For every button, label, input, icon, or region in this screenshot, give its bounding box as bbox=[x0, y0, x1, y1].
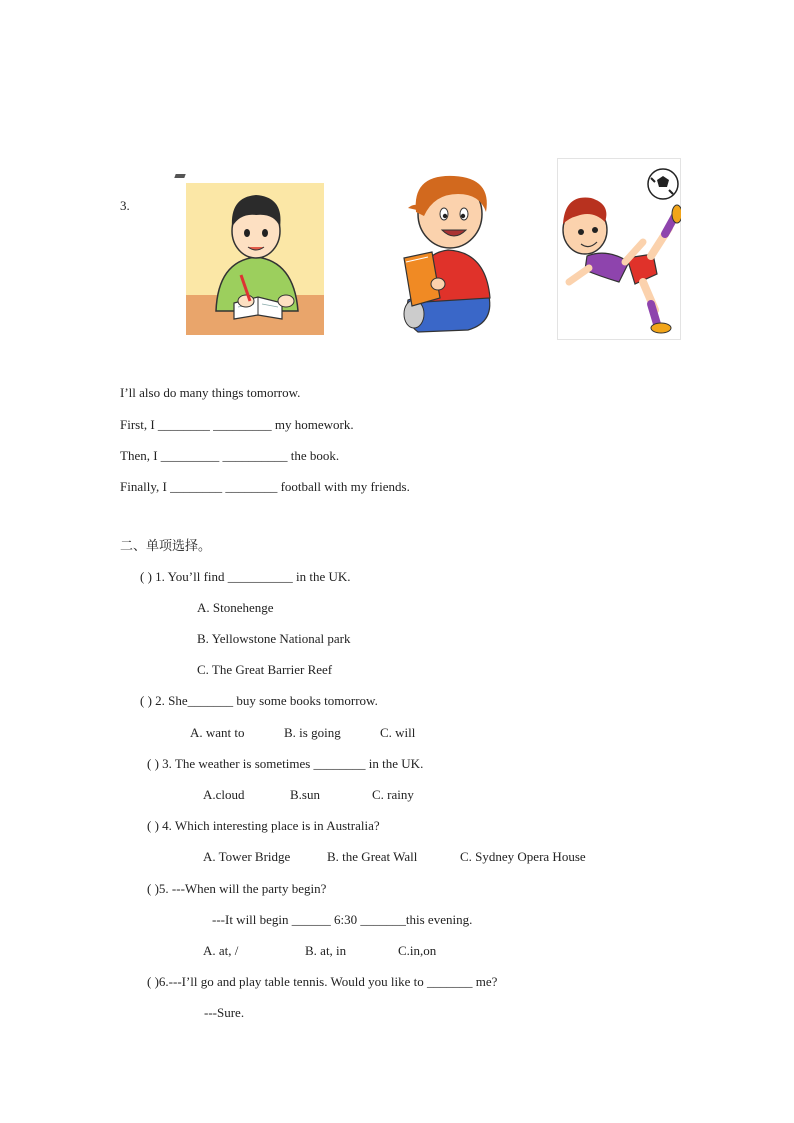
boy-playing-football-image bbox=[557, 158, 681, 340]
question-4-option-c: C. Sydney Opera House bbox=[460, 849, 586, 864]
question-6-stem: ( )6.---I’ll go and play table tennis. Would you like to _______ me? bbox=[147, 974, 498, 989]
boy-writing-homework-image bbox=[186, 183, 326, 335]
question-2-option-a: A. want to bbox=[190, 725, 245, 740]
question-3-option-b: B.sun bbox=[290, 787, 320, 802]
question-number: 3. bbox=[120, 198, 130, 213]
boy-reading-book-image bbox=[398, 172, 498, 336]
question-4-option-a: A. Tower Bridge bbox=[203, 849, 291, 864]
question-2-option-b: B. is going bbox=[284, 725, 341, 740]
fill-blank-line-first: First, I ________ _________ my homework. bbox=[120, 417, 354, 432]
question-1-option-a: A. Stonehenge bbox=[197, 600, 274, 615]
question-5-option-b: B. at, in bbox=[305, 943, 347, 958]
question-4-stem: ( ) 4. Which interesting place is in Australia? bbox=[147, 818, 380, 833]
question-2-option-c: C. will bbox=[380, 725, 416, 740]
question-4-option-b: B. the Great Wall bbox=[327, 849, 418, 864]
fill-blank-line-then: Then, I _________ __________ the book. bbox=[120, 448, 340, 463]
question-1-option-c: C. The Great Barrier Reef bbox=[197, 662, 333, 677]
question-6-answer: ---Sure. bbox=[204, 1005, 245, 1020]
question-3-option-c: C. rainy bbox=[372, 787, 414, 802]
question-1-option-b: B. Yellowstone National park bbox=[197, 631, 351, 646]
question-5-answer: ---It will begin ______ 6:30 _______this evening. bbox=[212, 912, 473, 927]
intro-sentence: I’ll also do many things tomorrow. bbox=[120, 385, 301, 400]
section-heading: 二、单项选择。 bbox=[120, 539, 212, 554]
question-5-option-a: A. at, / bbox=[203, 943, 239, 958]
question-5-option-c: C.in,on bbox=[398, 943, 437, 958]
question-5-stem: ( )5. ---When will the party begin? bbox=[147, 881, 327, 896]
question-1-stem: ( ) 1. You’ll find __________ in the UK. bbox=[140, 569, 351, 584]
question-3-stem: ( ) 3. The weather is sometimes ________ in the UK. bbox=[147, 756, 424, 771]
question-2-stem: ( ) 2. She_______ buy some books tomorrow. bbox=[140, 693, 378, 708]
fill-blank-line-finally: Finally, I ________ ________ football with my friends. bbox=[120, 479, 410, 494]
scan-mark bbox=[174, 174, 185, 178]
question-3-option-a: A.cloud bbox=[203, 787, 245, 802]
